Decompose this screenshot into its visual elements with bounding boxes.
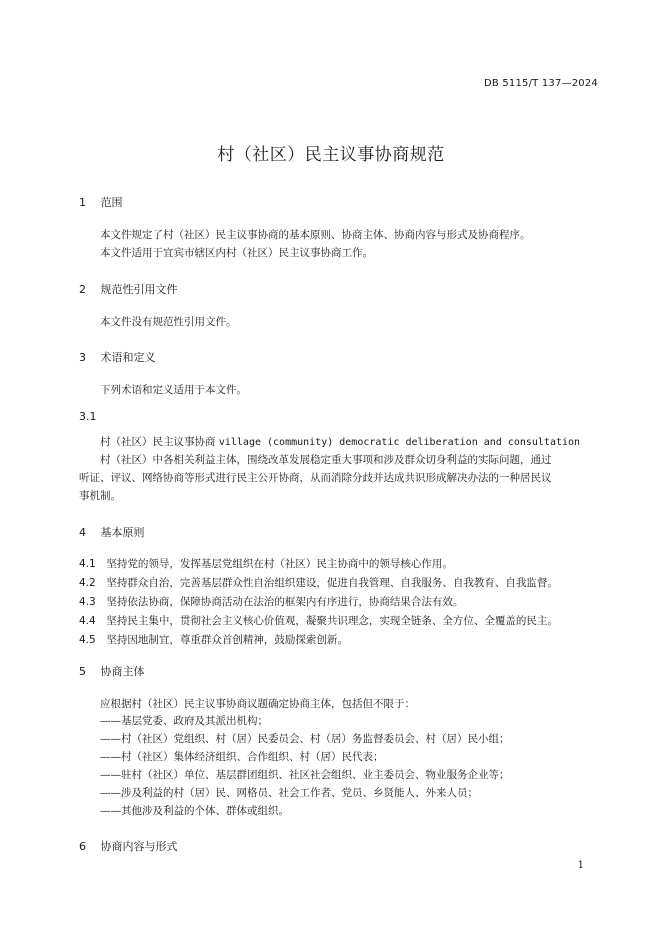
section-title: 协商主体 bbox=[100, 665, 145, 678]
paragraph: 本文件没有规范性引用文件。 bbox=[100, 316, 237, 328]
list-item: ——村（社区）党组织、村（居）民委员会、村（居）务监督委员会、村（居）民小组； bbox=[100, 733, 510, 745]
section-number: 4 bbox=[79, 526, 86, 539]
section-title: 规范性引用文件 bbox=[100, 283, 178, 296]
paragraph: 应根据村（社区）民主议事协商议题确定协商主体，包括但不限于： bbox=[100, 698, 415, 710]
paragraph: 下列术语和定义适用于本文件。 bbox=[100, 384, 247, 396]
list-item: ——涉及利益的村（居）民、网格员、社会工作者、党员、乡贤能人、外来人员； bbox=[100, 787, 478, 799]
section-title: 协商内容与形式 bbox=[100, 840, 178, 853]
principle-number: 4.1 bbox=[79, 558, 96, 570]
definition-line: 事机制。 bbox=[79, 490, 121, 502]
principle-item bbox=[79, 575, 558, 590]
page-number: 1 bbox=[577, 860, 584, 871]
principle-item bbox=[79, 594, 463, 609]
term-number: 3.1 bbox=[79, 410, 97, 423]
page-title: 村（社区）民主议事协商规范 bbox=[217, 145, 445, 165]
principle-text: 坚持党的领导，发挥基层党组织在村（社区）民主协商中的领导核心作用。 bbox=[106, 558, 453, 570]
definition-line: 村（社区）中各相关利益主体，围绕改革发展稳定重大事项和涉及群众切身利益的实际问题，通过 bbox=[100, 454, 552, 466]
principle-text: 坚持因地制宜，尊重群众首创精神，鼓励探索创新。 bbox=[106, 634, 348, 646]
list-item: ——基层党委、政府及其派出机构； bbox=[100, 715, 268, 727]
list-item: ——村（社区）集体经济组织、合作组织、村（居）民代表； bbox=[100, 751, 384, 763]
principle-text: 坚持依法协商，保障协商活动在法治的框架内有序进行，协商结果合法有效。 bbox=[106, 596, 464, 608]
list-item: ——驻村（社区）单位、基层群团组织、社区社会组织、业主委员会、物业服务企业等； bbox=[100, 769, 510, 781]
definition-line: 听证、评议、网络协商等形式进行民主公开协商，从而消除分歧并达成共识形成解决办法的一种居民议 bbox=[79, 472, 552, 484]
section-number: 2 bbox=[79, 283, 86, 296]
section-2-heading bbox=[79, 281, 178, 297]
term-english: village (community) democratic deliberation and consultation bbox=[218, 437, 581, 448]
principle-number: 4.4 bbox=[79, 615, 96, 627]
section-6-heading bbox=[79, 838, 178, 854]
principle-text: 坚持群众自治，完善基层群众性自治组织建设，促进自我管理、自我服务、自我教育、自我监督。 bbox=[106, 577, 558, 589]
section-number: 3 bbox=[79, 351, 86, 364]
section-number: 5 bbox=[79, 665, 86, 678]
section-3-heading bbox=[79, 349, 156, 365]
section-title: 范围 bbox=[100, 196, 123, 209]
principle-number: 4.3 bbox=[79, 596, 96, 608]
section-1-heading bbox=[79, 194, 123, 210]
section-number: 6 bbox=[79, 840, 86, 853]
section-5-heading bbox=[79, 663, 145, 679]
section-title: 基本原则 bbox=[100, 526, 145, 539]
term-entry bbox=[79, 433, 601, 453]
principle-item bbox=[79, 556, 453, 571]
section-number: 1 bbox=[79, 196, 86, 209]
principle-text: 坚持民主集中，贯彻社会主义核心价值观，凝聚共识理念，实现全链条、全方位、全覆盖的民主。 bbox=[106, 615, 558, 627]
section-title: 术语和定义 bbox=[100, 351, 156, 364]
section-4-heading bbox=[79, 524, 145, 540]
term-chinese: 村（社区）民主议事协商 bbox=[100, 436, 216, 448]
paragraph: 本文件适用于宜宾市辖区内村（社区）民主议事协商工作。 bbox=[100, 247, 373, 259]
list-item: ——其他涉及利益的个体、群体或组织。 bbox=[100, 805, 289, 817]
principle-item bbox=[79, 632, 348, 647]
principle-item bbox=[79, 613, 558, 628]
principle-number: 4.5 bbox=[79, 634, 96, 646]
principle-number: 4.2 bbox=[79, 577, 96, 589]
document-code: DB 5115/T 137—2024 bbox=[484, 78, 598, 89]
paragraph: 本文件规定了村（社区）民主议事协商的基本原则、协商主体、协商内容与形式及协商程序。 bbox=[100, 229, 531, 241]
